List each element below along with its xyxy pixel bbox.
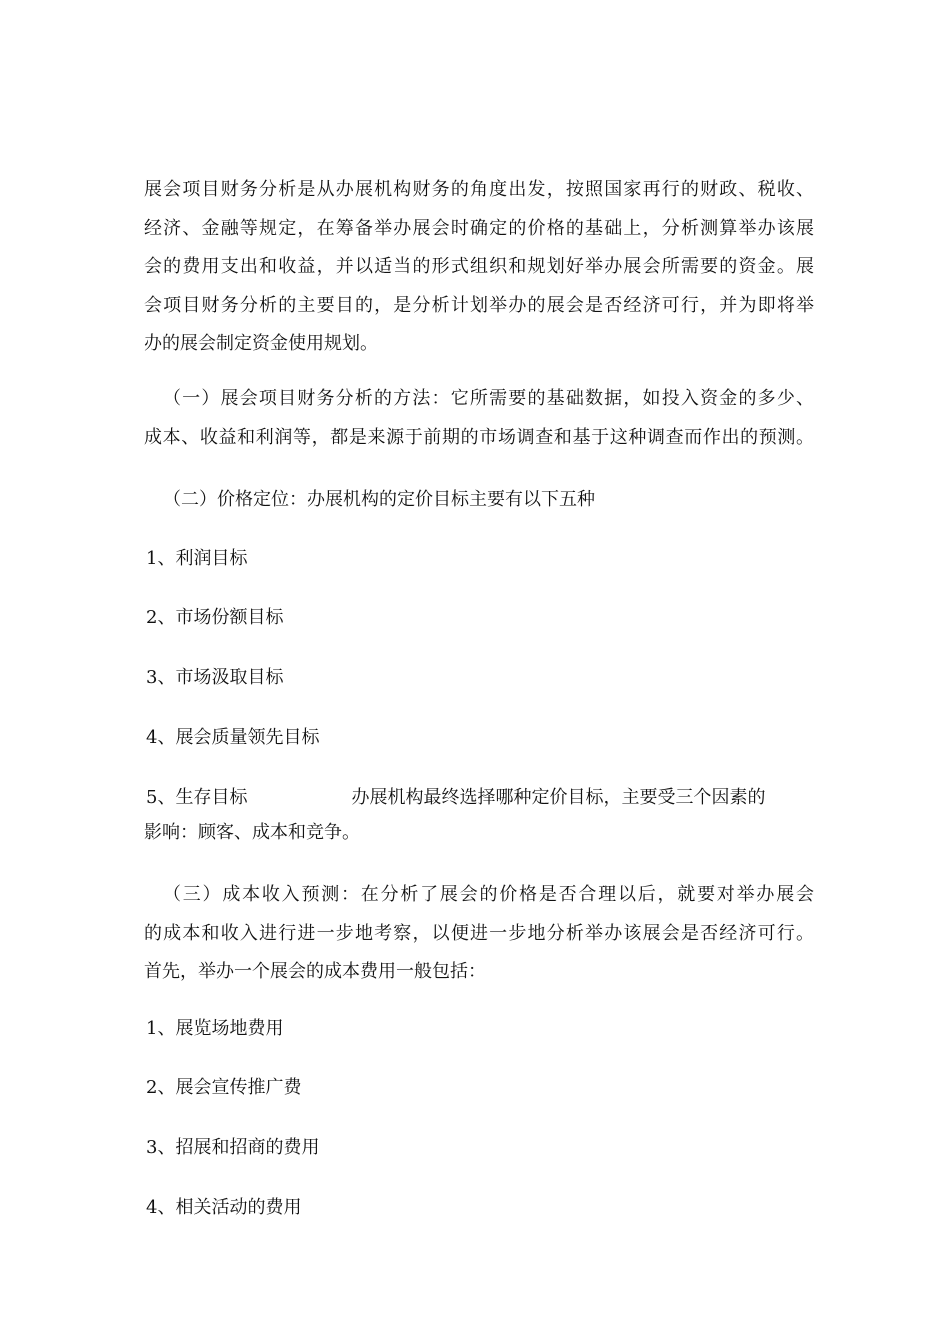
- section2-line: [163, 489, 814, 511]
- section1-heading: （一）展会项目财务分析的方法: [163, 388, 432, 409]
- intro-line-2: 经济、金融等规定，在筹备举办展会时确定的价格的基础上，分析测算举办该展: [144, 218, 814, 239]
- pricing-note-line-1: 办展机构最终选择哪种定价目标，主要受三个因素的: [351, 787, 766, 808]
- pricing-goal-5: 5、生存目标: [146, 787, 248, 808]
- section2-text: ：办展机构的定价目标主要有以下五种: [289, 489, 595, 510]
- pricing-goal-1: 1、利润目标: [146, 548, 248, 569]
- intro-line-3: 会的费用支出和收益，并以适当的形式组织和规划好举办展会所需要的资金。展: [144, 256, 814, 277]
- section3-heading: （三）成本收入预测: [163, 884, 342, 905]
- cost-item-1: 1、展览场地费用: [146, 1018, 284, 1039]
- pricing-goal-3: 3、市场汲取目标: [146, 667, 284, 688]
- section1-line-1: [163, 388, 814, 410]
- pricing-goal-5-line: [146, 787, 814, 809]
- section3-line-3: 首先，举办一个展会的成本费用一般包括：: [144, 961, 486, 982]
- section3-line-2: 的成本和收入进行进一步地考察，以便进一步地分析举办该展会是否经济可行。: [144, 923, 814, 944]
- pricing-goal-4: 4、展会质量领先目标: [146, 727, 320, 748]
- intro-line-5: 办的展会制定资金使用规划。: [144, 333, 378, 354]
- section3-text: ：在分析了展会的价格是否合理以后，就要对举办展会: [341, 884, 814, 905]
- intro-line-4: 会项目财务分析的主要目的，是分析计划举办的展会是否经济可行，并为即将举: [144, 295, 814, 316]
- section1-text: ：它所需要的基础数据，如投入资金的多少、: [431, 388, 814, 409]
- section2-heading: （二）价格定位: [163, 489, 289, 510]
- pricing-note-line-2: 影响：顾客、成本和竞争。: [144, 822, 360, 843]
- section3-line-1: [163, 884, 814, 906]
- intro-line-1: 展会项目财务分析是从办展机构财务的角度出发，按照国家再行的财政、税收、: [144, 179, 814, 200]
- pricing-goal-2: 2、市场份额目标: [146, 607, 284, 628]
- section1-line-2: 成本、收益和利润等，都是来源于前期的市场调查和基于这种调查而作出的预测。: [144, 427, 814, 448]
- cost-item-3: 3、招展和招商的费用: [146, 1137, 320, 1158]
- cost-item-2: 2、展会宣传推广费: [146, 1077, 302, 1098]
- cost-item-4: 4、相关活动的费用: [146, 1197, 302, 1218]
